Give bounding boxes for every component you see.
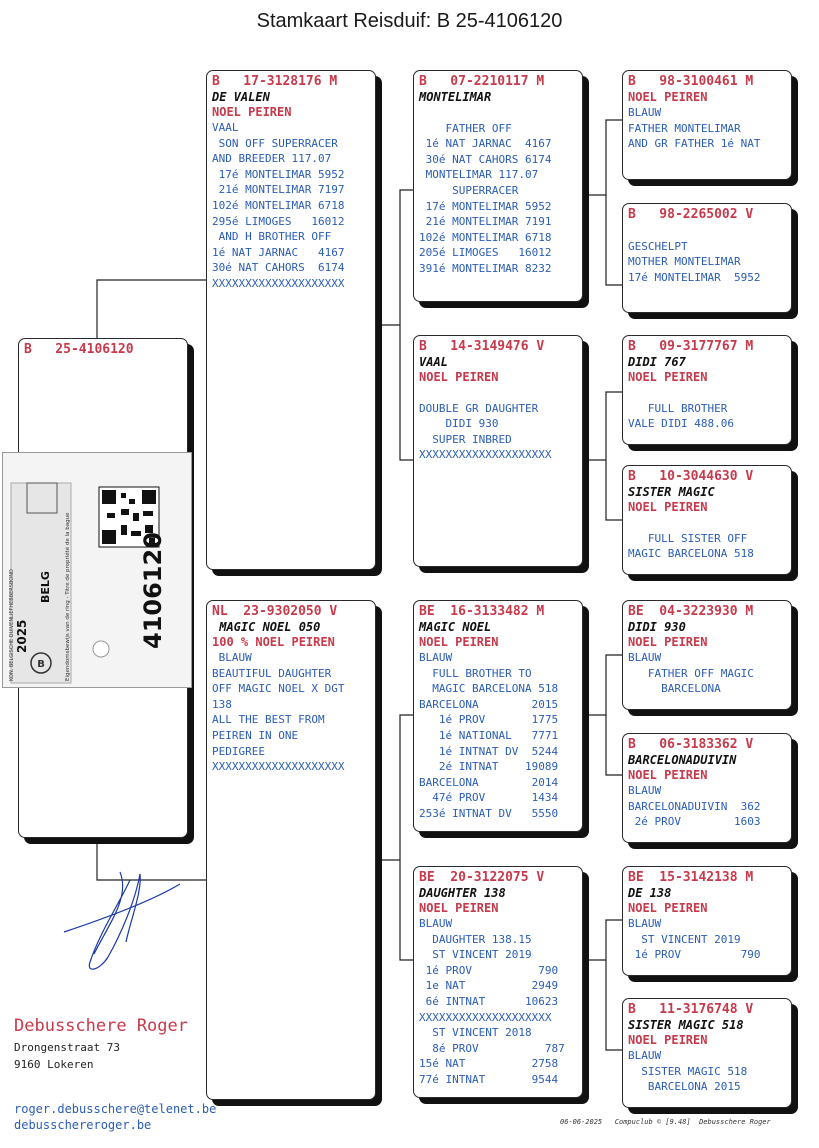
sss-ring: B 98-3100461 M [628,74,754,89]
sss-breeder: NOEL PEIREN [628,90,708,104]
sds-card [622,335,792,445]
ds-line: BARCELONA 2014 [419,775,559,789]
sire-line: SON OFF SUPERRACER [212,136,338,150]
tag-country: BELG [39,571,52,603]
ds-line: 2é INTNAT 19089 [419,760,559,774]
sss-line: BLAUW [628,106,662,119]
sire-sire-lines [419,105,577,277]
dd-line: 1é PROV 790 [419,963,559,977]
dd-line: 1e NAT 2949 [419,979,559,993]
dam-line: XXXXXXXXXXXXXXXXXXXX [212,760,345,774]
sire-line: 1é NAT JARNAC 4167 [212,245,345,259]
dss-line: BARCELONA [628,682,721,696]
sire-line: 17é MONTELIMAR 5952 [212,167,345,181]
dam-sire-name: MAGIC NOEL [419,620,492,634]
sss-line: FATHER MONTELIMAR [628,121,741,135]
ss-line [419,105,577,121]
ssd-card [622,203,792,313]
dam-line: ALL THE BEST FROM [212,713,325,727]
tag-year: 2025 [15,619,29,653]
dss-line: BLAUW [628,651,662,664]
ss-line: 391é MONTELIMAR 8232 [419,261,552,275]
sdd-line: FULL SISTER OFF [628,531,748,545]
dsd-name: BARCELONADUIVIN [628,753,737,767]
sds-lines [628,385,786,432]
dds-lines [628,916,786,963]
ds-line: BARCELONA 2015 [419,697,559,711]
sds-breeder: NOEL PEIREN [628,370,708,384]
sds-line: VALE DIDI 488.06 [628,417,734,431]
sire-line: AND H BROTHER OFF [212,230,332,244]
ring-ownership-tag [2,452,192,688]
dd-line: BLAUW [419,917,453,930]
dsd-line: BARCELONADUIVIN 362 [628,799,761,813]
dss-card [622,600,792,710]
owner-street: Drongenstraat 73 [14,1041,120,1054]
sds-name: DIDI 767 [628,355,686,369]
sdd-line: MAGIC BARCELONA 518 [628,547,754,561]
dam-lines [212,650,370,775]
dam-line: BEAUTIFUL DAUGHTER [212,666,332,680]
sss-card [622,70,792,180]
sire-lines [212,120,370,292]
dam-dam-ring: BE 20-3122075 V [419,870,545,885]
owner-city: 9160 Lokeren [14,1058,94,1071]
sire-line: 102é MONTELIMAR 6718 [212,198,345,212]
ddd-lines [628,1048,786,1095]
ssd-ring: B 98-2265002 V [628,207,754,222]
sire-sire-card [413,70,583,302]
ss-line: 1é NAT JARNAC 4167 [419,137,552,151]
sire-sire-name: MONTELIMAR [419,90,492,104]
sire-line: VAAL [212,121,239,134]
sdd-ring: B 10-3044630 V [628,469,754,484]
dd-line: 8é PROV 787 [419,1041,565,1055]
ds-line: 253é INTNAT DV 5550 [419,806,559,820]
sire-dam-breeder: NOEL PEIREN [419,370,499,384]
sire-line: 21é MONTELIMAR 7197 [212,183,345,197]
dds-name: DE 138 [628,886,672,900]
dam-line: PEIREN IN ONE [212,728,299,742]
sss-line: AND GR FATHER 1é NAT [628,137,761,151]
dam-sire-lines [419,650,577,822]
sdd-line [628,515,786,531]
contact-email[interactable]: roger.debusschere@telenet.be [14,1102,217,1116]
sd-line: DIDI 930 [419,417,499,431]
sire-dam-card [413,335,583,567]
sdd-card [622,465,792,575]
ds-line: 47é PROV 1434 [419,791,559,805]
sire-breeder: NOEL PEIREN [212,105,292,119]
signature-icon [60,862,190,982]
dds-line: 1é PROV 790 [628,948,761,962]
dd-line: XXXXXXXXXXXXXXXXXXXX [419,1010,552,1024]
ddd-ring: B 11-3176748 V [628,1002,754,1017]
dds-ring: BE 15-3142138 M [628,870,754,885]
tag-text: Eigendomsbewijs van de ring - Titre de propriété de la bague [65,512,71,681]
sire-line: 295é LIMOGES 16012 [212,214,345,228]
dds-line: BLAUW [628,917,662,930]
dam-name: MAGIC NOEL 050 [212,620,321,634]
ds-line: FULL BROTHER TO [419,666,532,680]
ds-line: 1é PROV 1775 [419,713,559,727]
sd-line [419,385,577,401]
dss-breeder: NOEL PEIREN [628,635,708,649]
contact-block [14,1101,216,1133]
footer-credit: 06-06-2025 Compuclub © [9.48] Debusschere Roger [560,1118,771,1126]
ddd-line: SISTER MAGIC 518 [628,1064,748,1078]
sss-lines [628,105,786,152]
sire-card [206,70,376,570]
dd-line: ST VINCENT 2018 [419,1026,532,1040]
ssd-line: GESCHELPT [628,239,688,253]
ddd-line: BLAUW [628,1049,662,1062]
dam-dam-name: DAUGHTER 138 [419,886,506,900]
sire-dam-name: VAAL [419,355,448,369]
ss-line: 21é MONTELIMAR 7191 [419,215,552,229]
dsd-card [622,733,792,843]
sire-line: XXXXXXXXXXXXXXXXXXXX [212,276,345,290]
ss-line: 205é LIMOGES 16012 [419,246,552,260]
dss-lines [628,650,786,697]
ssd-lines [628,223,786,285]
sdd-breeder: NOEL PEIREN [628,500,708,514]
ss-line: 17é MONTELIMAR 5952 [419,199,552,213]
owner-name: Debusschere Roger [14,1016,188,1036]
tag-number: 4106120 [139,532,167,649]
ss-line: FATHER OFF [419,121,512,135]
tag-hole-icon [93,641,109,657]
page-title: Stamkaart Reisduif: B 25-4106120 [256,10,563,32]
ssd-line: 17é MONTELIMAR 5952 [628,270,761,284]
dam-breeder: 100 % NOEL PEIREN [212,635,335,649]
ds-line: MAGIC BARCELONA 518 [419,682,559,696]
svg-text:B: B [37,659,45,670]
ds-line: 1é NATIONAL 7771 [419,728,559,742]
sds-line [628,385,786,401]
sire-line: AND BREEDER 117.07 [212,152,332,166]
dam-dam-breeder: NOEL PEIREN [419,901,499,915]
tag-federation: KON. BELGISCHE DUIVENLIEFHEBBERSBOND [9,569,15,681]
ddd-breeder: NOEL PEIREN [628,1033,708,1047]
sd-line: SUPER INBRED [419,432,512,446]
ds-line: 1é INTNAT DV 5244 [419,744,559,758]
sds-line: FULL BROTHER [628,401,728,415]
sds-ring: B 09-3177767 M [628,339,754,354]
dsd-ring: B 06-3183362 V [628,737,754,752]
owner-block [14,1016,188,1073]
dd-line: ST VINCENT 2019 [419,948,532,962]
ssd-line: MOTHER MONTELIMAR [628,255,741,269]
ss-line: 102é MONTELIMAR 6718 [419,230,552,244]
sdd-lines [628,515,786,562]
ss-line: SUPERRACER [419,183,519,197]
sire-line: 30é NAT CAHORS 6174 [212,261,345,275]
dss-name: DIDI 930 [628,620,686,634]
sire-name: DE VALEN [212,90,270,104]
dam-line: OFF MAGIC NOEL X DGT [212,682,345,696]
dd-line: 15é NAT 2758 [419,1057,559,1071]
dsd-lines [628,783,786,830]
dds-breeder: NOEL PEIREN [628,901,708,915]
ddd-name: SISTER MAGIC 518 [628,1018,744,1032]
dd-line: DAUGHTER 138.15 [419,932,532,946]
dam-sire-ring: BE 16-3133482 M [419,604,545,619]
dam-line: 138 [212,697,232,711]
dam-dam-lines [419,916,577,1088]
dd-line: 6é INTNAT 10623 [419,994,559,1008]
subject-ring: B 25-4106120 [24,342,134,357]
ss-line: MONTELIMAR 117.07 [419,168,539,182]
dss-line: FATHER OFF MAGIC [628,666,754,680]
dam-card [206,600,376,1100]
sire-ring: B 17-3128176 M [212,74,338,89]
dd-line: 77é INTNAT 9544 [419,1072,559,1086]
sire-dam-ring: B 14-3149476 V [419,339,545,354]
sd-line: DOUBLE GR DAUGHTER [419,401,539,415]
sire-dam-lines [419,385,577,463]
contact-website[interactable]: debusschereroger.be [14,1118,152,1132]
sdd-name: SISTER MAGIC [628,485,715,499]
dsd-line: 2é PROV 1603 [628,815,761,829]
ssd-line [628,223,786,239]
sd-line: XXXXXXXXXXXXXXXXXXXX [419,448,552,462]
ss-line: 30é NAT CAHORS 6174 [419,152,552,166]
dds-card [622,866,792,976]
ds-line: BLAUW [419,651,453,664]
dam-dam-card [413,866,583,1098]
dam-ring: NL 23-9302050 V [212,604,338,619]
dam-sire-card [413,600,583,832]
dam-line: PEDIGREE [212,744,265,758]
sire-sire-ring: B 07-2210117 M [419,74,545,89]
dam-sire-breeder: NOEL PEIREN [419,635,499,649]
dam-line: BLAUW [212,651,252,664]
ddd-line: BARCELONA 2015 [628,1080,741,1094]
dsd-line: BLAUW [628,784,662,797]
dsd-breeder: NOEL PEIREN [628,768,708,782]
dds-line: ST VINCENT 2019 [628,932,741,946]
ddd-card [622,998,792,1108]
dss-ring: BE 04-3223930 M [628,604,754,619]
